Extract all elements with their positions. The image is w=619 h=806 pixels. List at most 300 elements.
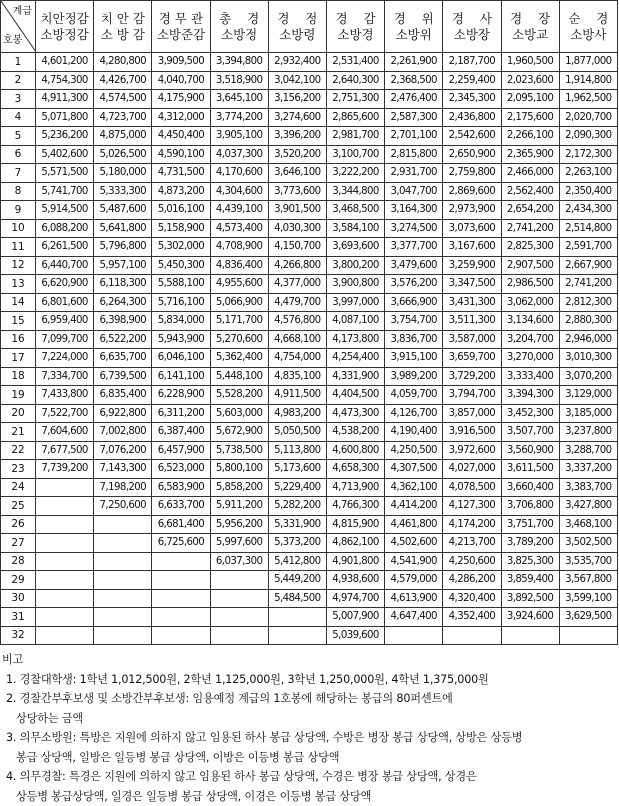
salary-cell: 4,668,100 [268,330,326,349]
column-header [385,1,443,53]
note-continuation: 봉급 상당액, 일방은 일등병 봉급 상당액, 이방은 이등병 봉급 상당액 [16,748,619,768]
step-cell: 2 [1,71,36,90]
step-cell: 18 [1,367,36,386]
salary-cell: 5,402,600 [36,145,94,164]
salary-cell: 4,731,500 [152,164,210,183]
salary-cell: 4,450,400 [152,127,210,146]
police-rank-label: 경 사 [443,11,500,27]
salary-cell: 6,387,400 [152,423,210,442]
salary-cell: 4,439,100 [210,201,268,220]
salary-cell: 5,588,100 [152,275,210,294]
salary-cell: 3,794,700 [443,386,501,405]
salary-cell: 5,171,700 [210,312,268,331]
salary-cell: 7,739,200 [36,460,94,479]
salary-cell: 2,514,800 [559,219,617,238]
salary-cell: 3,576,200 [385,275,443,294]
salary-cell [94,534,152,553]
column-header [94,1,152,53]
salary-cell: 6,959,400 [36,312,94,331]
salary-cell: 4,815,900 [326,515,384,534]
salary-cell: 3,997,000 [326,293,384,312]
salary-cell: 5,180,000 [94,164,152,183]
salary-cell: 3,611,500 [501,460,559,479]
salary-cell: 2,986,500 [501,275,559,294]
salary-cell: 3,915,100 [385,349,443,368]
salary-cell: 4,320,400 [443,589,501,608]
salary-cell: 2,946,000 [559,330,617,349]
table-row [1,497,618,516]
table-row [1,441,618,460]
salary-cell: 4,030,300 [268,219,326,238]
salary-cell: 3,468,100 [559,515,617,534]
salary-cell: 4,078,500 [443,478,501,497]
salary-cell: 6,046,100 [152,349,210,368]
salary-cell: 6,635,700 [94,349,152,368]
salary-cell: 2,562,400 [501,182,559,201]
table-row [1,386,618,405]
note-continuation: 상등병 봉급상당액, 일경은 일등병 봉급 상당액, 이경은 이등병 봉급 상당액 [16,787,619,806]
salary-cell: 3,599,100 [559,589,617,608]
step-cell: 29 [1,571,36,590]
salary-cell [94,571,152,590]
salary-cell: 4,173,800 [326,330,384,349]
salary-cell: 6,141,100 [152,367,210,386]
police-rank-label: 경 무 관 [152,11,209,27]
salary-cell: 4,723,700 [94,108,152,127]
salary-cell: 4,059,700 [385,386,443,405]
salary-cell [152,571,210,590]
salary-cell: 3,693,600 [326,238,384,257]
salary-cell: 4,377,000 [268,275,326,294]
table-row [1,90,618,109]
salary-cell: 2,095,100 [501,90,559,109]
salary-cell: 2,259,400 [443,71,501,90]
salary-cell: 1,914,800 [559,71,617,90]
salary-cell [210,571,268,590]
step-cell: 27 [1,534,36,553]
police-rank-label: 치안정감 [36,11,93,27]
salary-cell: 2,654,200 [501,201,559,220]
salary-cell: 5,270,600 [210,330,268,349]
salary-cell: 3,274,500 [385,219,443,238]
step-cell: 10 [1,219,36,238]
salary-cell: 4,190,400 [385,423,443,442]
salary-cell: 4,911,500 [268,386,326,405]
salary-cell [501,626,559,645]
salary-cell: 4,352,400 [443,608,501,627]
note-item [2,670,619,690]
salary-cell: 5,050,500 [268,423,326,442]
table-row [1,127,618,146]
salary-cell: 3,520,200 [268,145,326,164]
step-cell: 19 [1,386,36,405]
salary-cell: 3,511,300 [443,312,501,331]
column-header [268,1,326,53]
salary-cell: 2,640,300 [326,71,384,90]
salary-cell [152,626,210,645]
step-cell: 30 [1,589,36,608]
salary-cell: 4,286,200 [443,571,501,590]
salary-cell: 3,789,200 [501,534,559,553]
salary-cell [152,608,210,627]
salary-cell: 1,877,000 [559,53,617,72]
salary-cell: 2,815,800 [385,145,443,164]
salary-cell: 3,070,200 [559,367,617,386]
salary-cell: 2,466,000 [501,164,559,183]
step-cell: 28 [1,552,36,571]
salary-cell: 3,333,400 [501,367,559,386]
salary-cell [443,626,501,645]
salary-cell: 3,629,500 [559,608,617,627]
salary-cell: 2,175,600 [501,108,559,127]
salary-cell [94,608,152,627]
salary-cell: 5,484,500 [268,589,326,608]
table-row [1,330,618,349]
fire-rank-label: 소방준감 [152,27,209,43]
salary-cell: 3,394,300 [501,386,559,405]
salary-cell: 3,383,700 [559,478,617,497]
salary-cell: 4,601,200 [36,53,94,72]
salary-cell: 5,236,200 [36,127,94,146]
table-row [1,275,618,294]
salary-cell: 3,924,600 [501,608,559,627]
salary-cell: 2,869,600 [443,182,501,201]
salary-cell: 2,365,900 [501,145,559,164]
salary-cell: 4,127,300 [443,497,501,516]
police-rank-label: 경 감 [327,11,384,27]
fire-rank-label: 소방위 [385,27,442,43]
salary-cell: 3,204,700 [501,330,559,349]
step-cell: 25 [1,497,36,516]
salary-cell: 4,573,400 [210,219,268,238]
salary-cell [36,626,94,645]
salary-cell: 5,641,800 [94,219,152,238]
salary-cell: 5,957,100 [94,256,152,275]
step-cell: 22 [1,441,36,460]
salary-cell: 5,449,200 [268,571,326,590]
salary-cell: 3,900,800 [326,275,384,294]
salary-cell: 6,311,200 [152,404,210,423]
salary-cell: 2,266,100 [501,127,559,146]
salary-cell: 2,263,100 [559,164,617,183]
salary-cell: 3,916,500 [443,423,501,442]
salary-cell: 3,800,200 [326,256,384,275]
salary-cell: 3,773,600 [268,182,326,201]
salary-cell: 3,901,500 [268,201,326,220]
salary-cell: 4,713,900 [326,478,384,497]
salary-cell: 4,836,400 [210,256,268,275]
salary-cell: 6,261,500 [36,238,94,257]
salary-cell: 5,716,100 [152,293,210,312]
salary-cell: 3,857,000 [443,404,501,423]
salary-cell: 4,126,700 [385,404,443,423]
column-header [152,1,210,53]
column-header [501,1,559,53]
table-row [1,423,618,442]
table-row [1,256,618,275]
salary-cell: 5,997,600 [210,534,268,553]
salary-cell: 5,331,900 [268,515,326,534]
table-row [1,164,618,183]
salary-cell: 2,476,400 [385,90,443,109]
salary-cell: 3,164,300 [385,201,443,220]
table-header-row [1,1,618,53]
salary-cell: 3,587,000 [443,330,501,349]
step-cell: 3 [1,90,36,109]
step-cell: 16 [1,330,36,349]
table-row [1,349,618,368]
step-cell: 4 [1,108,36,127]
salary-cell: 6,118,300 [94,275,152,294]
salary-cell: 4,266,800 [268,256,326,275]
step-cell: 24 [1,478,36,497]
salary-cell: 4,280,800 [94,53,152,72]
step-cell: 23 [1,460,36,479]
salary-cell: 4,613,900 [385,589,443,608]
note-item [2,767,619,806]
salary-cell: 3,825,300 [501,552,559,571]
salary-cell: 3,507,700 [501,423,559,442]
salary-cell: 4,955,600 [210,275,268,294]
salary-cell: 3,567,800 [559,571,617,590]
salary-cell: 3,584,100 [326,219,384,238]
salary-cell: 7,677,500 [36,441,94,460]
salary-cell: 2,542,600 [443,127,501,146]
salary-cell: 2,825,300 [501,238,559,257]
salary-cell: 4,175,900 [152,90,210,109]
table-row [1,201,618,220]
salary-cell: 5,956,200 [210,515,268,534]
salary-cell: 3,073,600 [443,219,501,238]
salary-cell: 3,167,600 [443,238,501,257]
salary-cell: 4,404,500 [326,386,384,405]
table-row [1,367,618,386]
salary-cell: 4,576,800 [268,312,326,331]
police-rank-label: 총 경 [211,11,268,27]
note-text: 4. 의무경찰: 특경은 지원에 의하지 않고 임용된 하사 봉급 상당액, 수경은 병장 봉급 상당액, 상경은 [6,770,477,783]
salary-cell: 2,187,700 [443,53,501,72]
salary-cell: 5,113,800 [268,441,326,460]
table-row [1,312,618,331]
salary-cell: 4,307,500 [385,460,443,479]
salary-cell: 3,100,700 [326,145,384,164]
salary-cell: 6,264,300 [94,293,152,312]
salary-cell [559,626,617,645]
salary-cell: 4,901,800 [326,552,384,571]
salary-cell: 4,983,200 [268,404,326,423]
salary-cell: 6,523,000 [152,460,210,479]
salary-cell: 4,754,300 [36,71,94,90]
salary-cell [36,571,94,590]
salary-cell: 3,237,800 [559,423,617,442]
table-row [1,589,618,608]
step-cell: 26 [1,515,36,534]
step-label: 호봉 [3,33,22,49]
salary-cell: 3,660,400 [501,478,559,497]
salary-cell: 6,583,900 [152,478,210,497]
step-cell: 8 [1,182,36,201]
fire-rank-label: 소방경 [327,27,384,43]
step-cell: 12 [1,256,36,275]
salary-cell: 3,859,400 [501,571,559,590]
salary-cell: 2,880,300 [559,312,617,331]
salary-cell: 5,158,900 [152,219,210,238]
step-cell: 14 [1,293,36,312]
salary-cell: 4,647,400 [385,608,443,627]
salary-cell: 2,812,300 [559,293,617,312]
note-text: 2. 경찰간부후보생 및 소방간부후보생: 임용예정 계급의 1호봉에 해당하는 봉급의 80퍼센트에 [6,692,453,705]
salary-cell: 4,250,600 [443,552,501,571]
salary-cell: 3,479,600 [385,256,443,275]
salary-cell: 4,037,300 [210,145,268,164]
salary-cell: 4,835,100 [268,367,326,386]
salary-cell: 3,270,000 [501,349,559,368]
corner-header-cell [1,1,36,53]
step-cell: 7 [1,164,36,183]
salary-cell: 4,150,700 [268,238,326,257]
salary-cell: 3,774,200 [210,108,268,127]
salary-cell: 5,448,100 [210,367,268,386]
salary-cell: 7,604,600 [36,423,94,442]
salary-cell: 1,962,500 [559,90,617,109]
column-header [36,1,94,53]
note-text: 3. 의무소방원: 특방은 지원에 의하지 않고 임용된 하사 봉급 상당액, 수방은 병장 봉급 상당액, 상방은 상등병 [6,731,522,744]
salary-cell: 5,066,900 [210,293,268,312]
step-cell: 31 [1,608,36,627]
salary-cell: 2,865,600 [326,108,384,127]
salary-cell: 6,922,800 [94,404,152,423]
salary-cell: 5,796,800 [94,238,152,257]
salary-cell: 4,538,200 [326,423,384,442]
salary-cell: 5,039,600 [326,626,384,645]
salary-cell: 5,412,800 [268,552,326,571]
salary-cell: 2,981,700 [326,127,384,146]
salary-cell: 3,646,100 [268,164,326,183]
fire-rank-label: 소방교 [502,27,559,43]
salary-cell: 4,213,700 [443,534,501,553]
column-header [210,1,268,53]
salary-cell [268,626,326,645]
salary-cell [210,608,268,627]
salary-cell: 3,129,000 [559,386,617,405]
salary-cell: 3,645,100 [210,90,268,109]
salary-cell [210,626,268,645]
salary-cell: 7,250,600 [94,497,152,516]
salary-cell: 3,535,700 [559,552,617,571]
salary-cell: 3,751,700 [501,515,559,534]
table-row [1,534,618,553]
fire-rank-label: 소방장 [443,27,500,43]
salary-cell: 5,016,100 [152,201,210,220]
salary-cell: 6,398,900 [94,312,152,331]
salary-cell: 6,801,600 [36,293,94,312]
table-row [1,515,618,534]
salary-cell: 3,989,200 [385,367,443,386]
salary-cell: 3,502,500 [559,534,617,553]
police-rank-label: 경 장 [502,11,559,27]
salary-cell: 3,062,000 [501,293,559,312]
salary-cell: 4,362,100 [385,478,443,497]
police-rank-label: 치 안 감 [94,11,151,27]
note-item [2,689,619,728]
salary-cell: 3,892,500 [501,589,559,608]
step-cell: 5 [1,127,36,146]
salary-cell: 5,834,000 [152,312,210,331]
salary-cell: 7,143,300 [94,460,152,479]
salary-cell: 5,741,700 [36,182,94,201]
column-header [443,1,501,53]
salary-cell: 5,333,300 [94,182,152,201]
salary-cell: 2,591,700 [559,238,617,257]
salary-cell [268,608,326,627]
salary-cell: 3,729,200 [443,367,501,386]
salary-cell: 1,960,500 [501,53,559,72]
salary-cell: 6,739,500 [94,367,152,386]
salary-cell: 4,862,100 [326,534,384,553]
salary-cell [94,515,152,534]
table-body [1,53,618,645]
note-item [2,728,619,767]
salary-cell: 4,312,000 [152,108,210,127]
table-row [1,108,618,127]
salary-cell: 4,658,300 [326,460,384,479]
salary-cell: 2,436,800 [443,108,501,127]
salary-cell: 6,440,700 [36,256,94,275]
salary-cell: 5,911,200 [210,497,268,516]
salary-cell [152,589,210,608]
salary-cell: 3,396,200 [268,127,326,146]
salary-cell: 4,911,300 [36,90,94,109]
notes-section [0,650,619,806]
salary-cell: 5,373,200 [268,534,326,553]
salary-cell: 3,972,600 [443,441,501,460]
salary-cell: 6,681,400 [152,515,210,534]
salary-cell: 3,259,900 [443,256,501,275]
salary-cell: 3,452,300 [501,404,559,423]
police-rank-label: 경 위 [385,11,442,27]
salary-cell: 4,938,600 [326,571,384,590]
salary-cell [94,626,152,645]
salary-cell: 4,873,200 [152,182,210,201]
salary-cell [36,497,94,516]
salary-cell: 3,836,700 [385,330,443,349]
salary-cell: 2,759,800 [443,164,501,183]
salary-cell: 3,560,900 [501,441,559,460]
salary-cell: 4,426,700 [94,71,152,90]
salary-cell: 3,706,800 [501,497,559,516]
salary-cell: 5,302,000 [152,238,210,257]
salary-cell: 4,766,300 [326,497,384,516]
salary-cell: 6,457,900 [152,441,210,460]
salary-cell: 3,909,500 [152,53,210,72]
step-cell: 6 [1,145,36,164]
salary-cell: 5,007,900 [326,608,384,627]
step-cell: 17 [1,349,36,368]
salary-cell: 4,040,700 [152,71,210,90]
salary-cell: 2,907,500 [501,256,559,275]
salary-cell: 4,170,600 [210,164,268,183]
salary-cell: 2,020,700 [559,108,617,127]
salary-cell: 4,331,900 [326,367,384,386]
table-row [1,145,618,164]
fire-rank-label: 소방정 [211,27,268,43]
table-row [1,238,618,257]
salary-cell: 4,579,000 [385,571,443,590]
salary-cell: 3,754,700 [385,312,443,331]
salary-cell [36,589,94,608]
salary-cell: 7,076,200 [94,441,152,460]
salary-cell: 3,288,700 [559,441,617,460]
